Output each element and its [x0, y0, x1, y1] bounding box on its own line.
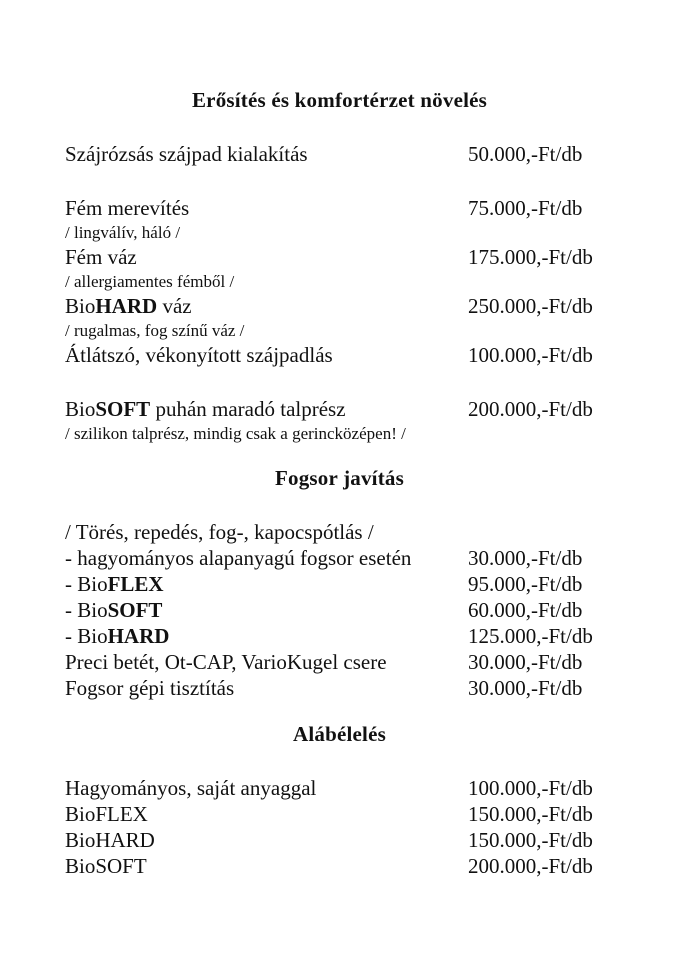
price-row [0, 649, 679, 675]
price-row [0, 801, 679, 827]
price-row [0, 519, 679, 545]
item-price: 200.000,-Ft/db [468, 397, 593, 421]
item-label [65, 649, 468, 675]
item-price: 175.000,-Ft/db [468, 245, 593, 269]
item-label [65, 293, 468, 319]
item-price: 30.000,-Ft/db [468, 650, 583, 674]
label-segment: - Bio [65, 598, 108, 622]
item-note: / allergiamentes fémből / [65, 272, 235, 291]
item-price: 30.000,-Ft/db [468, 546, 583, 570]
item-price: 30.000,-Ft/db [468, 676, 583, 700]
label-segment: puhán maradó talprész [150, 397, 346, 421]
item-label [65, 675, 468, 701]
item-price: 50.000,-Ft/db [468, 142, 583, 166]
label-segment: SOFT [107, 598, 163, 622]
label-segment: BioHARD [65, 828, 155, 852]
label-segment: Preci betét, Ot-CAP, VarioKugel csere [65, 650, 387, 674]
price-row [0, 597, 679, 623]
price-row [0, 827, 679, 853]
label-segment: Fogsor gépi tisztítás [65, 676, 235, 700]
label-segment: Hagyományos, saját anyaggal [65, 776, 317, 800]
item-price: 200.000,-Ft/db [468, 854, 593, 878]
item-price: 150.000,-Ft/db [468, 802, 593, 826]
label-segment: Bio [65, 294, 96, 318]
price-row [0, 195, 679, 221]
label-segment: Átlátszó, vékonyított szájpadlás [65, 343, 333, 367]
label-segment: Szájrózsás szájpad kialakítás [65, 142, 308, 166]
item-price: 125.000,-Ft/db [468, 624, 593, 648]
item-label [65, 801, 468, 827]
section-title: Fogsor javítás [275, 466, 404, 490]
price-row [0, 396, 679, 422]
item-label [65, 571, 468, 597]
section-title: Erősítés és komfortérzet növelés [191, 88, 488, 112]
price-row [0, 675, 679, 701]
label-segment: HARD [107, 624, 170, 648]
item-label [65, 396, 468, 422]
label-segment: Fém váz [65, 245, 137, 269]
item-label [65, 195, 468, 221]
item-label [65, 623, 468, 649]
item-label [65, 853, 468, 879]
price-list [0, 87, 679, 879]
price-row [0, 293, 679, 319]
price-row [0, 342, 679, 368]
price-row [0, 853, 679, 879]
label-segment: BioFLEX [65, 802, 148, 826]
price-row [0, 141, 679, 167]
item-label [65, 545, 468, 571]
price-row [0, 545, 679, 571]
item-label [65, 519, 468, 545]
label-segment: váz [157, 294, 192, 318]
label-segment: / Törés, repedés, fog-, kapocspótlás / [65, 520, 374, 544]
item-price: 250.000,-Ft/db [468, 294, 593, 318]
item-label [65, 597, 468, 623]
price-row [0, 244, 679, 270]
item-label [65, 342, 468, 368]
section-title: Alábélelés [293, 722, 386, 746]
item-note: / lingválív, háló / [65, 223, 181, 242]
label-segment: FLEX [107, 572, 164, 596]
label-segment: - hagyományos alapanyagú fogsor esetén [65, 546, 412, 570]
label-segment: Fém merevítés [65, 196, 190, 220]
price-row [0, 571, 679, 597]
item-label [65, 775, 468, 801]
item-note: / rugalmas, fog színű váz / [65, 321, 245, 340]
item-price: 75.000,-Ft/db [468, 196, 583, 220]
label-segment: SOFT [95, 397, 151, 421]
price-row [0, 775, 679, 801]
item-label [65, 141, 468, 167]
item-note: / szilikon talprész, mindig csak a gerincközépen! / [65, 424, 406, 443]
item-price: 100.000,-Ft/db [468, 776, 593, 800]
item-price: 100.000,-Ft/db [468, 343, 593, 367]
item-price: 60.000,-Ft/db [468, 598, 583, 622]
item-price: 95.000,-Ft/db [468, 572, 583, 596]
label-segment: - Bio [65, 624, 108, 648]
label-segment: HARD [95, 294, 158, 318]
price-row [0, 623, 679, 649]
item-price: 150.000,-Ft/db [468, 828, 593, 852]
label-segment: Bio [65, 397, 96, 421]
item-label [65, 827, 468, 853]
label-segment: BioSOFT [65, 854, 147, 878]
label-segment: - Bio [65, 572, 108, 596]
item-label [65, 244, 468, 270]
